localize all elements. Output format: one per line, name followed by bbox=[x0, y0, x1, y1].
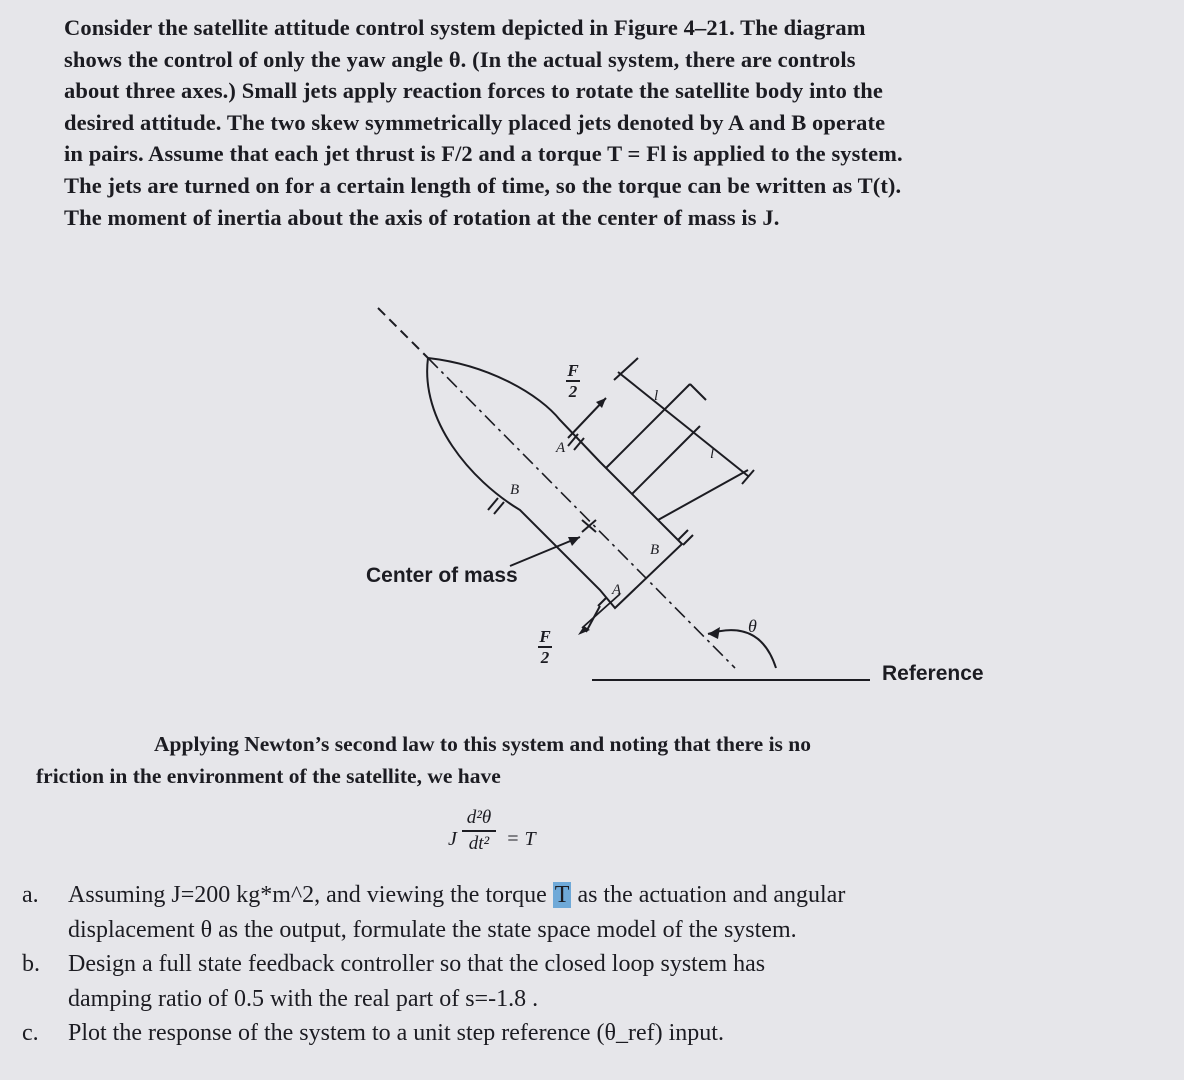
length-label-2: l bbox=[710, 446, 715, 462]
intro-line: desired attitude. The two skew symmetrically placed jets denoted by A and B operate bbox=[64, 109, 886, 135]
question-c: c. Plot the response of the system to a unit step reference (θ_ref) input. bbox=[22, 1016, 1022, 1051]
dimension-line-main bbox=[618, 372, 748, 476]
question-marker: c. bbox=[22, 1020, 39, 1046]
jet-b-left bbox=[488, 498, 498, 510]
question-list bbox=[22, 878, 1022, 1051]
newton-line-2: friction in the environment of the satellite, we have bbox=[36, 764, 501, 788]
intro-line: Consider the satellite attitude control system depicted in Figure 4–21. The diagram bbox=[64, 15, 866, 40]
thrust-label-upper: F 2 bbox=[567, 361, 579, 401]
highlighted-text: T bbox=[554, 882, 570, 908]
question-b: b. Design a full state feedback controller so that the closed loop system has damping ratio of 0.5 with the real part of s=-1.8 . bbox=[22, 947, 1022, 1016]
jet-a-label-lower: A bbox=[612, 582, 622, 598]
newton-line-1: Applying Newton’s second law to this system and noting that there is no bbox=[154, 732, 812, 756]
center-of-mass-label: Center of mass bbox=[366, 564, 518, 587]
newton-paragraph bbox=[36, 728, 1036, 792]
question-a: a. Assuming J=200 kg*m^2, and viewing the torque T as the actuation and angular displacement θ as the output, formulate the state space model of the system. bbox=[22, 878, 1022, 947]
theta-arrowhead bbox=[708, 627, 720, 639]
reference-label: Reference bbox=[882, 662, 984, 685]
jet-b-right bbox=[678, 530, 688, 540]
intro-line: The moment of inertia about the axis of rotation at the center of mass is J. bbox=[64, 204, 780, 230]
jet-b-label-right: B bbox=[650, 542, 660, 558]
jet-b-label-left: B bbox=[510, 482, 520, 498]
intro-line: in pairs. Assume that each jet thrust is F/2 and a torque T = Fl is applied to the system. bbox=[64, 141, 903, 167]
intro-line: about three axes.) Small jets apply reaction forces to rotate the satellite body into the bbox=[64, 78, 883, 104]
equation-rhs: = T bbox=[506, 828, 536, 850]
theta-label: θ bbox=[748, 616, 757, 636]
intro-line: shows the control of only the yaw angle θ. (In the actual system, there are controls bbox=[64, 46, 856, 72]
equation-fraction: d²θ dt² bbox=[462, 808, 496, 854]
body-axis-upper bbox=[378, 308, 428, 358]
thrust-label-lower: F 2 bbox=[539, 627, 551, 667]
body-centerline bbox=[428, 358, 735, 668]
question-marker: b. bbox=[22, 951, 40, 977]
intro-line: The jets are turned on for a certain length of time, so the torque can be written as T(t). bbox=[64, 172, 902, 198]
center-of-mass-pointer bbox=[510, 537, 580, 566]
equation-coefficient: J bbox=[448, 828, 457, 850]
jet-a-lower bbox=[598, 598, 606, 606]
jet-a-label-upper: A bbox=[556, 440, 566, 456]
question-marker: a. bbox=[22, 882, 39, 908]
length-label-1: l bbox=[654, 388, 659, 404]
